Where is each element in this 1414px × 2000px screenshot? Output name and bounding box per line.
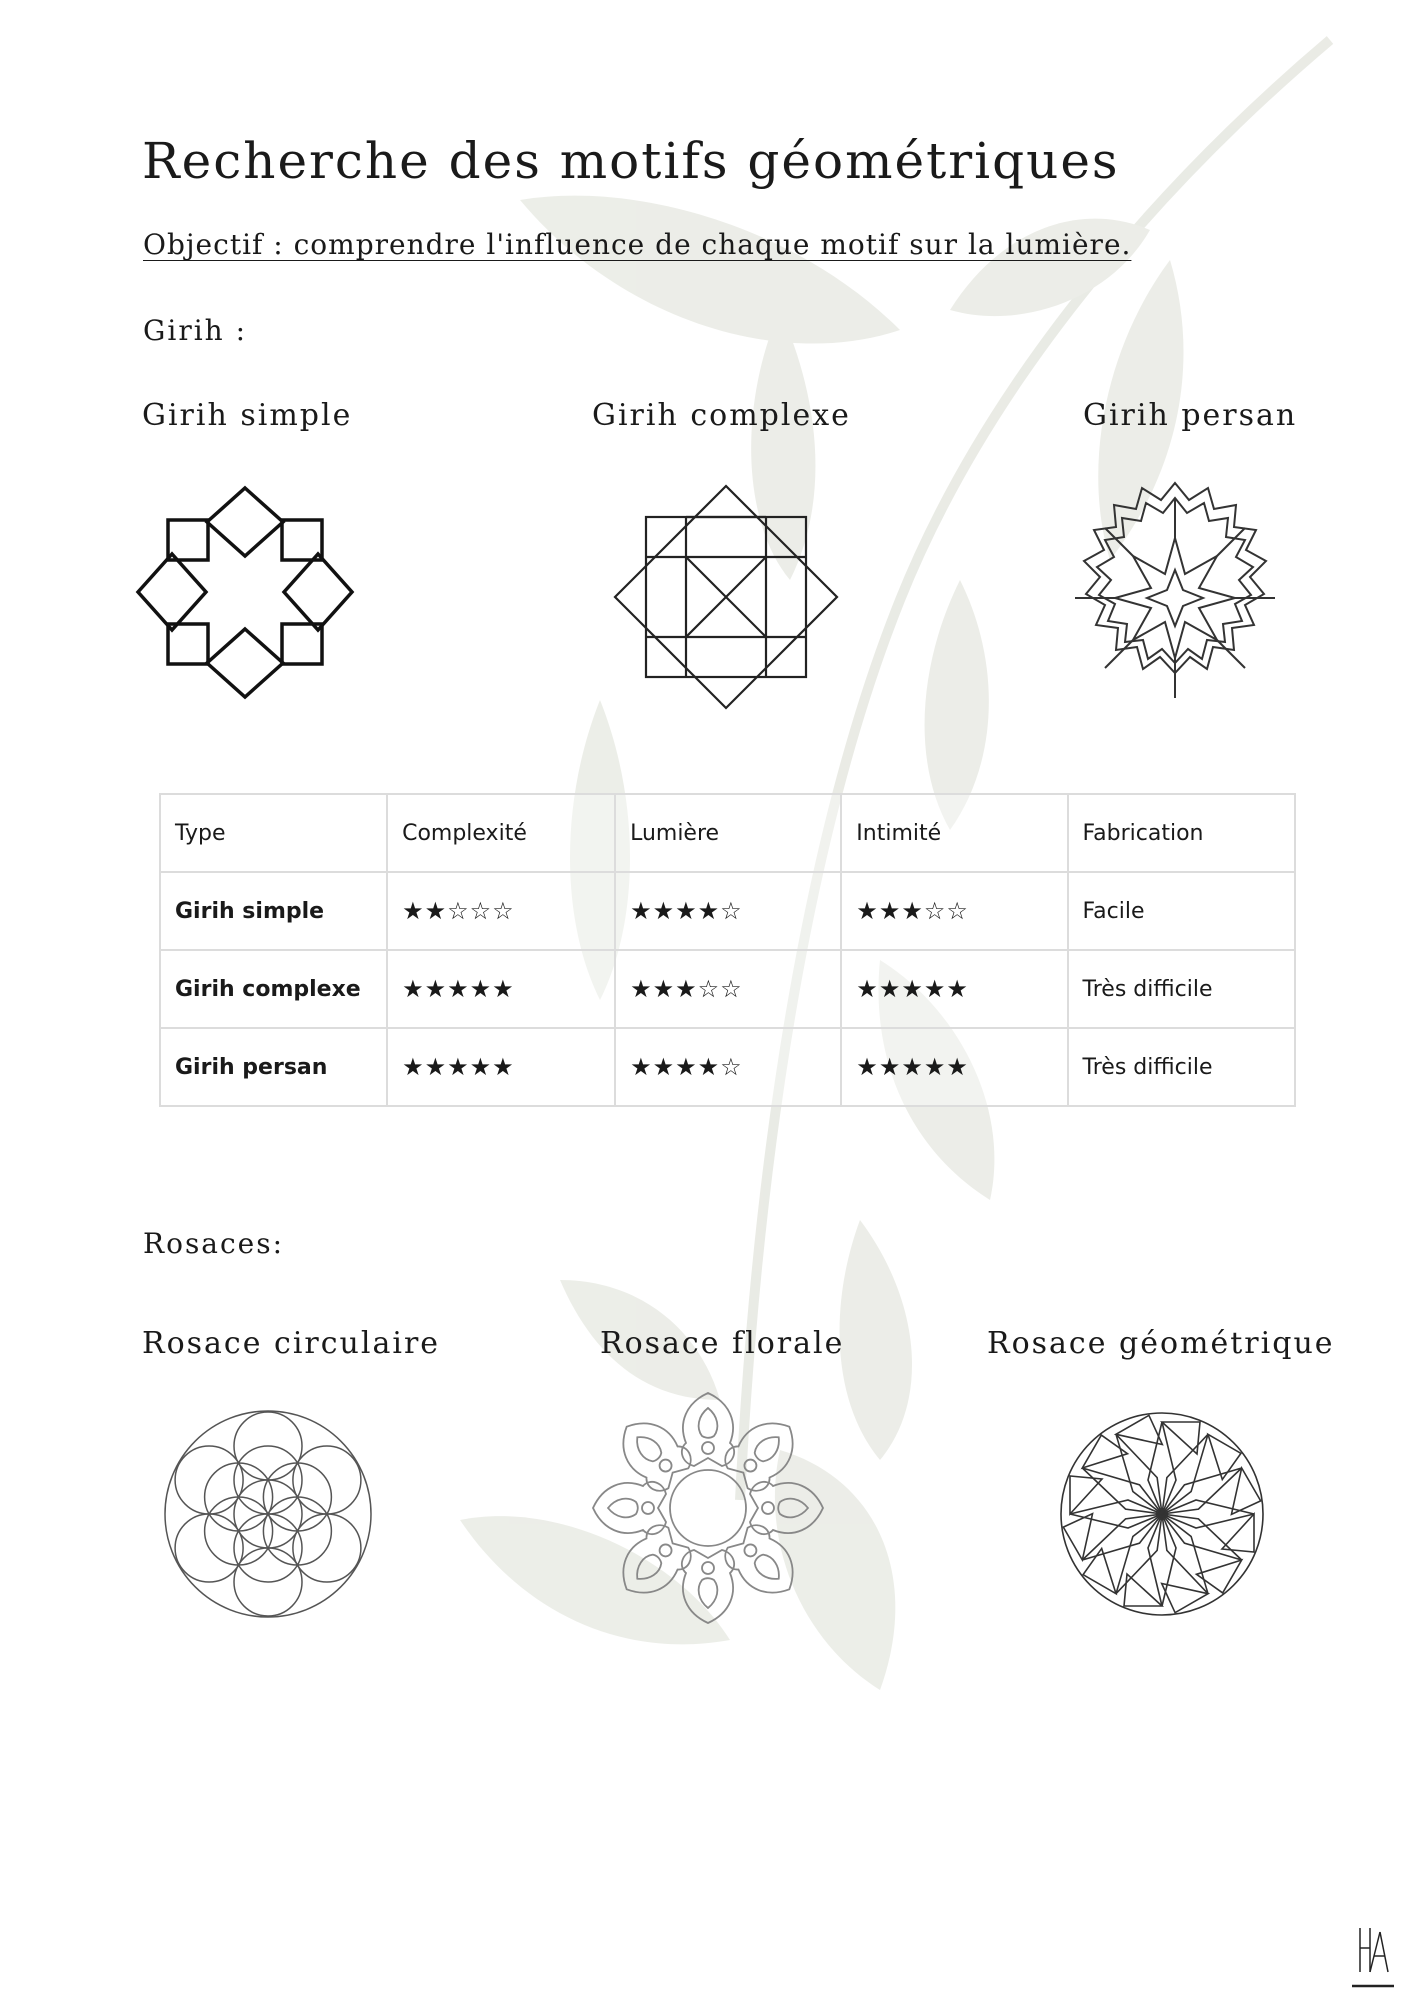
fabrication-cell: Facile	[1068, 872, 1295, 950]
rosace-florale-icon	[588, 1388, 828, 1628]
row-type-cell: Girih persan	[160, 1028, 387, 1106]
complexite-rating: ★★☆☆☆	[387, 872, 615, 950]
intimite-rating: ★★★☆☆	[841, 872, 1067, 950]
complexite-rating: ★★★★★	[387, 1028, 615, 1106]
girih-persan-icon	[1057, 480, 1293, 716]
fabrication-cell: Très difficile	[1068, 950, 1295, 1028]
page-title: Recherche des motifs géométriques	[142, 132, 1120, 190]
table-row	[160, 1028, 1295, 1106]
rosace-circulaire-title: Rosace circulaire	[142, 1326, 441, 1361]
girih-simple-title: Girih simple	[142, 398, 353, 433]
brand-logo-icon	[1350, 1924, 1396, 1996]
rosaces-section-label: Rosaces:	[143, 1227, 285, 1260]
header-cell: Complexité	[387, 794, 615, 872]
header-cell: Fabrication	[1068, 794, 1295, 872]
row-type-cell: Girih simple	[160, 872, 387, 950]
header-cell: Type	[160, 794, 387, 872]
rosace-florale-title: Rosace florale	[600, 1326, 845, 1361]
girih-simple-icon	[135, 485, 355, 700]
girih-section-label: Girih :	[143, 314, 248, 347]
lumiere-rating: ★★★★☆	[615, 1028, 841, 1106]
complexite-rating: ★★★★★	[387, 950, 615, 1028]
lumiere-rating: ★★★★☆	[615, 872, 841, 950]
lumiere-rating: ★★★☆☆	[615, 950, 841, 1028]
header-cell: Lumière	[615, 794, 841, 872]
rosace-geometrique-icon	[1058, 1410, 1266, 1618]
rosace-geometrique-title: Rosace géométrique	[987, 1326, 1335, 1361]
objective-text: Objectif : comprendre l'influence de chaque motif sur la lumière.	[143, 228, 1132, 261]
intimite-rating: ★★★★★	[841, 1028, 1067, 1106]
girih-persan-title: Girih persan	[1083, 398, 1298, 433]
fabrication-cell: Très difficile	[1068, 1028, 1295, 1106]
row-type-cell: Girih complexe	[160, 950, 387, 1028]
girih-complexe-title: Girih complexe	[592, 398, 851, 433]
table-row	[160, 950, 1295, 1028]
comparison-table	[159, 793, 1296, 1107]
table-row	[160, 872, 1295, 950]
table-header-row	[160, 794, 1295, 872]
rosace-circulaire-icon	[162, 1408, 374, 1620]
header-cell: Intimité	[841, 794, 1067, 872]
intimite-rating: ★★★★★	[841, 950, 1067, 1028]
girih-complexe-icon	[612, 483, 840, 711]
